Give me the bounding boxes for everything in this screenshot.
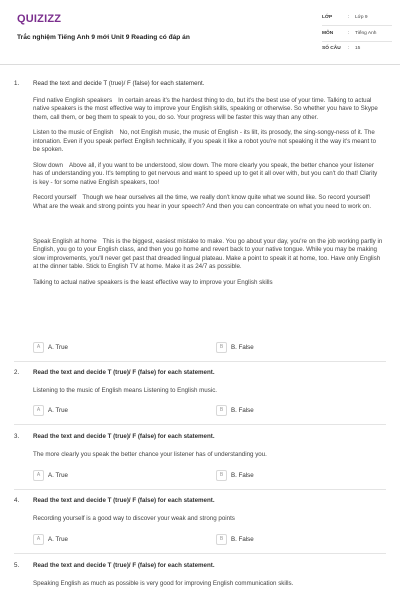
passage-paragraph <box>33 97 383 123</box>
meta-divider <box>322 41 392 42</box>
question-number: 5. <box>14 562 20 569</box>
logo-text: QUIZIZZ <box>17 13 62 25</box>
option-text: A. True <box>48 407 68 414</box>
question-statement: Talking to actual native speakers is the least effective way to improve your English skills <box>33 278 273 286</box>
question-body <box>33 433 383 459</box>
question-divider <box>14 489 386 490</box>
meta-colon: : <box>348 46 350 51</box>
question-instruction: Read the text and decide T (true)/ F (false) for each statement. <box>33 433 215 440</box>
question-instruction: Read the text and decide T (true)/ F (false) for each statement. <box>33 80 205 87</box>
option-text: A. True <box>48 472 68 479</box>
option-text: B. False <box>231 344 254 351</box>
paragraph-text: Above all, if you want to be understood, slow down. The more clearly you speak, the better chance your listener has of understanding you. It's tempting to get nervous and want to speed up to get it all over with, but you can't do that! Clarity is key - for some native English speakers, too! <box>33 161 378 186</box>
option-letter-box: B <box>216 470 227 481</box>
question-statement: The more clearly you speak the better chance your listener has of understanding you. <box>33 450 267 458</box>
option-text: A. True <box>48 536 68 543</box>
passage-paragraph <box>33 194 383 211</box>
question-instruction: Read the text and decide T (true)/ F (false) for each statement. <box>33 369 215 376</box>
passage-paragraph <box>33 238 383 272</box>
paragraph-text: Though we hear ourselves all the time, we really don't know quite what we sound like. So record yourself! What are the weak and strong points you hear in your speech? And then you can concentrate on what you need to work on. <box>33 194 372 211</box>
paragraph-heading: Speak English at home <box>33 237 97 245</box>
paragraph-text: No, not English music, the music of English - its lilt, its prosody, the sing-songy-ness of it. The intonation. Even if you speak perfect English technically, if you speak it like a robot you're not speaking it the way it's meant to be spoken. <box>33 129 377 154</box>
meta-value: Tiếng Anh <box>355 31 377 36</box>
question-instruction: Read the text and decide T (true)/ F (false) for each statement. <box>33 562 215 569</box>
meta-value: Lớp 9 <box>355 15 368 20</box>
passage-paragraph <box>33 129 383 155</box>
question-body <box>33 80 383 287</box>
option-letter-box: A <box>33 470 44 481</box>
question-statement: Listening to the music of English means Listening to English music. <box>33 386 218 394</box>
paragraph-heading: Slow down <box>33 161 63 169</box>
question-number: 4. <box>14 497 20 504</box>
document-header <box>0 0 400 64</box>
option-letter-box: A <box>33 405 44 416</box>
option-letter-box: A <box>33 342 44 353</box>
document-title: Trắc nghiệm Tiếng Anh 9 mới Unit 9 Reading có đáp án <box>17 34 190 41</box>
paragraph-heading: Find native English speakers <box>33 96 113 104</box>
option-text: B. False <box>231 407 254 414</box>
question-divider <box>14 361 386 362</box>
option-letter-box: A <box>33 534 44 545</box>
header-divider <box>0 64 400 65</box>
question-divider <box>14 553 386 554</box>
option-text: B. False <box>231 536 254 543</box>
meta-value: 15 <box>355 46 361 51</box>
passage-paragraph <box>33 162 383 188</box>
question-statement: Recording yourself is a good way to discover your weak and strong points <box>33 514 235 522</box>
paragraph-heading: Record yourself <box>33 194 77 202</box>
meta-label: SỐ CÂU <box>322 46 341 51</box>
option-text: A. True <box>48 344 68 351</box>
quizizz-logo <box>17 12 61 27</box>
question-body <box>33 562 383 588</box>
meta-label: LỚP <box>322 15 333 20</box>
question-statement: Speaking English as much as possible is very good for improving English communication skills. <box>33 579 294 587</box>
question-body <box>33 497 383 523</box>
question-instruction: Read the text and decide T (true)/ F (false) for each statement. <box>33 497 215 504</box>
meta-label: MÔN <box>322 31 334 36</box>
paragraph-heading: Listen to the music of English <box>33 129 114 137</box>
meta-colon: : <box>348 15 350 20</box>
question-number: 1. <box>14 80 20 87</box>
question-divider <box>14 424 386 425</box>
question-number: 2. <box>14 369 20 376</box>
meta-divider <box>322 25 392 26</box>
option-text: B. False <box>231 472 254 479</box>
paragraph-text: This is the biggest, easiest mistake to make. You go about your day, you're on the job working partly in English, you go to your English class, and then you go home and revert back to your native tongue. While you may be making slow improvements, you'll never get past that dreaded lingual plateau. Make a point to speak it at home, too. Have only English at the dinner table. Stick to English TV at home. Make it as 24/7 as possible. <box>33 237 383 271</box>
meta-colon: : <box>348 31 350 36</box>
option-letter-box: B <box>216 534 227 545</box>
question-body <box>33 369 383 395</box>
paragraph-text: In certain areas it's the hardest thing to do, but it's the best use of your time. Talking to actual native speakers is the most effective way to improve your English skills, speaking or otherwise. So whether you have to Skype them, call them, or beg them to speak to you, do so. Your progress will be faster this way than any other. <box>33 96 378 121</box>
option-letter-box: B <box>216 342 227 353</box>
question-number: 3. <box>14 433 20 440</box>
option-letter-box: B <box>216 405 227 416</box>
